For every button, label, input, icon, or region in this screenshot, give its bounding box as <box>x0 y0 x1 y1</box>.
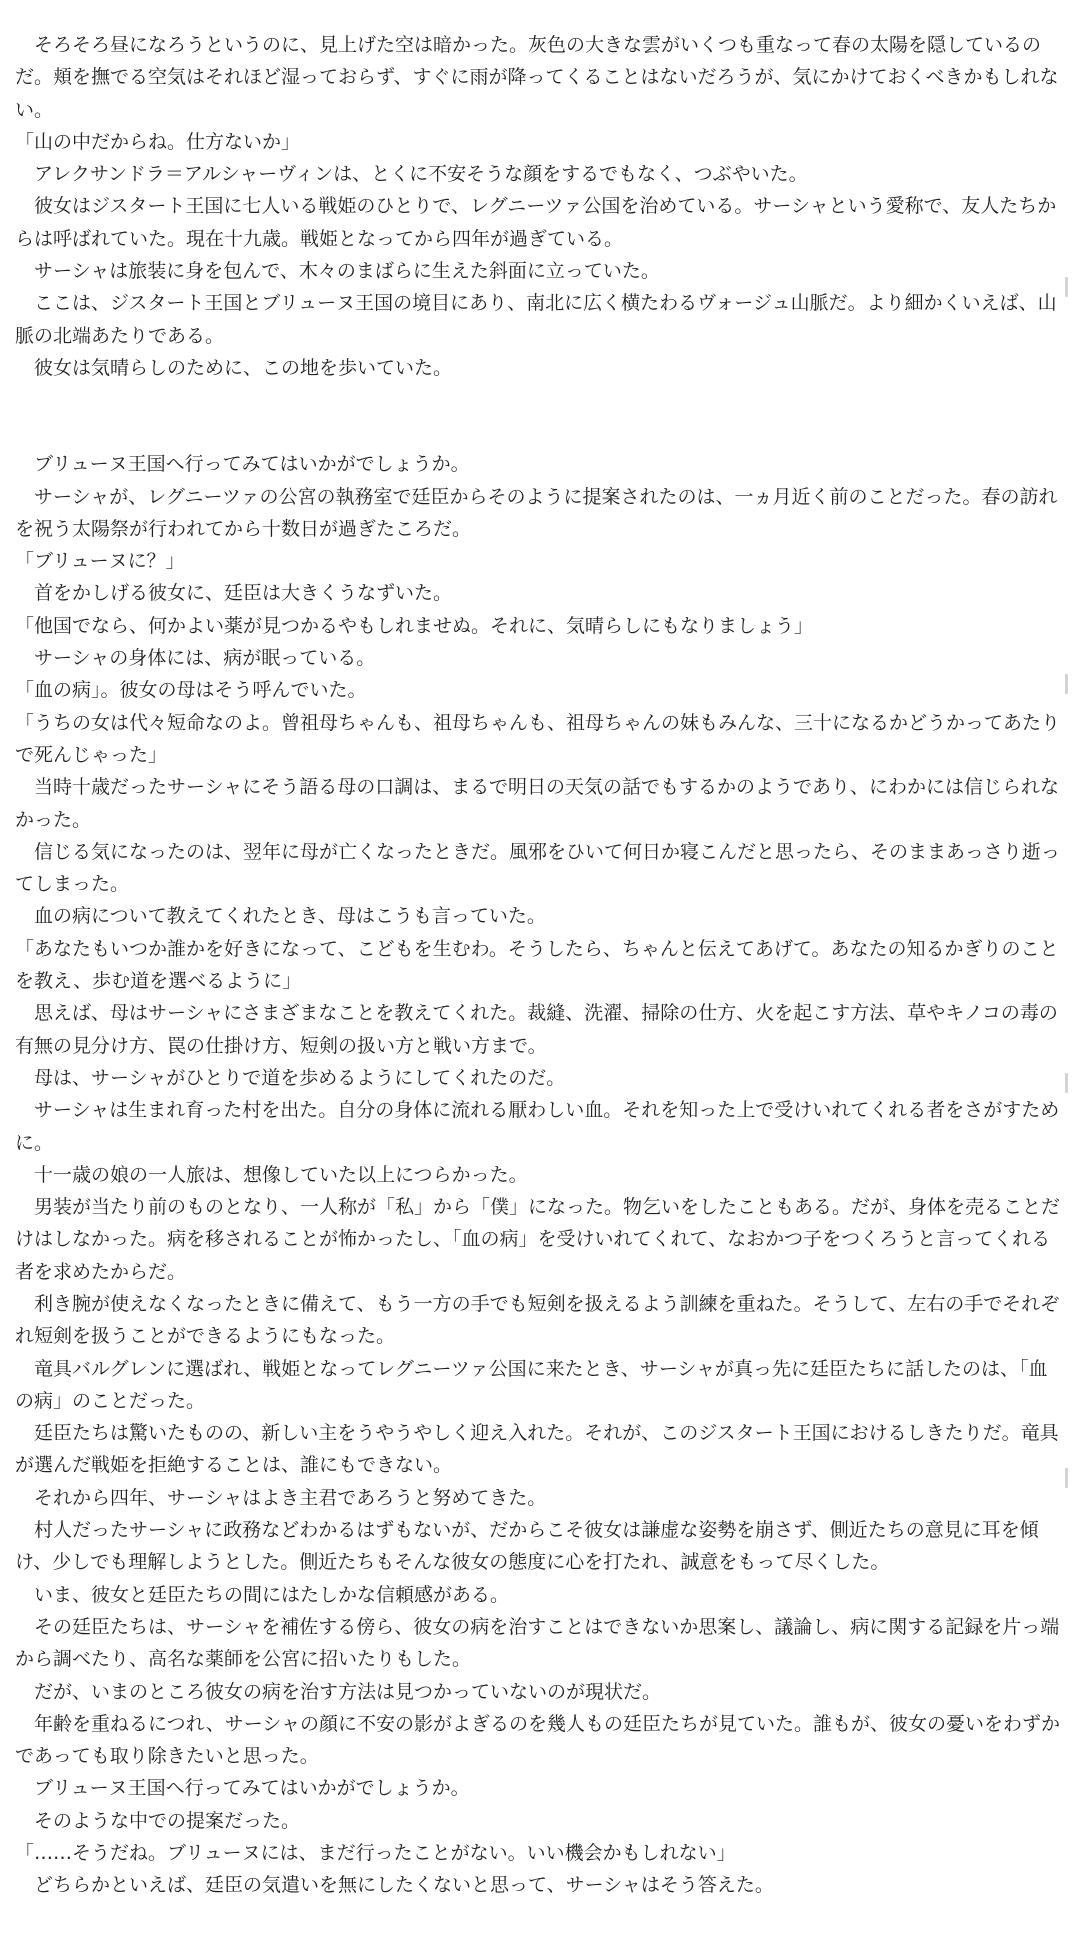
scroll-marker <box>1065 1073 1068 1093</box>
narration-paragraph: 首をかしげる彼女に、廷臣は大きくうなずいた。 <box>34 582 453 605</box>
narration-paragraph: それから四年、サーシャはよき主君であろうと努めてきた。 <box>34 1486 547 1509</box>
narration-paragraph: 十一歳の娘の一人旅は、想像していた以上につらかった。 <box>34 1163 528 1186</box>
dialogue-line: 「山の中だからね。仕方ないか」 <box>15 130 301 153</box>
narration-paragraph: 信じる気になったのは、翌年に母が亡くなったときだ。風邪をひいて何日か寝こんだと思ったら、そのままあっさり逝ってしまった。 <box>15 840 1060 896</box>
narration-paragraph: 竜具バルグレンに選ばれ、戦姫となってレグニーツァ公国に来たとき、サーシャが真っ先に廷臣たちに話したのは、「血の病」のことだった。 <box>15 1357 1048 1412</box>
narration-paragraph: サーシャは生まれ育った村を出た。自分の身体に流れる厭わしい血。それを知った上で受けいれてくれる者をさがすために。 <box>15 1099 1060 1154</box>
narration-paragraph: アレクサンドラ＝アルシャーヴィンは、とくに不安そうな顔をするでもなく、つぶやいた。 <box>34 163 808 186</box>
narration-paragraph: そのような中での提案だった。 <box>34 1809 301 1832</box>
dialogue-line: 「あなたもいつか誰かを好きになって、こどもを生むわ。そうしたら、ちゃんと伝えてあげて。あなたの知るかぎりのことを教え、歩む道を選べるように」 <box>15 937 1059 993</box>
scene-break <box>15 384 1060 448</box>
narration-paragraph: サーシャの身体には、病が眠っている。 <box>34 647 376 670</box>
scene-1 <box>15 29 1060 384</box>
narration-paragraph: 当時十歳だったサーシャにそう語る母の口調は、まるで明日の天気の話でもするかのようであり、にわかには信じられなかった。 <box>15 776 1060 831</box>
narration-paragraph: ブリューヌ王国へ行ってみてはいかがでしょうか。 <box>34 1777 470 1800</box>
dialogue-line: 「うちの女は代々短命なのよ。曾祖母ちゃんも、祖母ちゃんも、祖母ちゃんの妹もみんな、三十になるかどうかってあたりで死んじゃった」 <box>15 711 1061 766</box>
narration-paragraph: 彼女はジスタート王国に七人いる戦姫のひとりで、レグニーツァ公国を治めている。サーシャという愛称で、友人たちからは呼ばれていた。現在十九歳。戦姫となってから四年が過ぎている。 <box>15 195 1057 250</box>
narration-paragraph: 血の病について教えてくれたとき、母はこうも言っていた。 <box>34 905 546 928</box>
dialogue-line: 「他国でなら、何かよい薬が見つかるやもしれませぬ。それに、気晴らしにもなりましょう」 <box>15 614 814 637</box>
narration-paragraph: そろそろ昼になろうというのに、見上げた空は暗かった。灰色の大きな雲がいくつも重なって春の太陽を隠しているのだ。頬を撫でる空気はそれほど湿っておらず、すぐに雨が降ってくることはないだろうが、気にかけておくべきかもしれない。 <box>15 34 1059 121</box>
narration-paragraph: だが、いまのところ彼女の病を治す方法は見つかっていないのが現状だ。 <box>34 1680 662 1703</box>
narration-paragraph: 男装が当たり前のものとなり、一人称が「私」から「僕」になった。物乞いをしたこともある。だが、身体を売ることだけはしなかった。病を移されることが怖かったし、「血の病」を受けいれてくれて、なおかつ子をつくろうと言ってくれる者を求めたからだ。 <box>15 1196 1061 1283</box>
dialogue-line: 「ブリューヌに？」 <box>15 550 185 573</box>
narration-paragraph: 村人だったサーシャに政務などわかるはずもないが、だからこそ彼女は謙虚な姿勢を崩さず、側近たちの意見に耳を傾け、少しでも理解しようとした。側近たちもそんな彼女の態度に心を打たれ、誠意をもって尽くした。 <box>15 1519 1039 1574</box>
dialogue-line: 「血の病」。彼女の母はそう呼んでいた。 <box>15 679 367 702</box>
narration-paragraph: 利き腕が使えなくなったときに備えて、もう一方の手でも短剣を扱えるよう訓練を重ねた。そうして、左右の手でそれぞれ短剣を扱うことができるようにもなった。 <box>15 1292 1060 1348</box>
narration-paragraph: 母は、サーシャがひとりで道を歩めるようにしてくれたのだ。 <box>34 1066 566 1089</box>
scroll-marker <box>1065 277 1068 297</box>
narration-paragraph: サーシャが、レグニーツァの公宮の執務室で廷臣からそのように提案されたのは、一ヵ月近く前のことだった。春の訪れを祝う太陽祭が行われてから十数日が過ぎたころだ。 <box>15 485 1058 540</box>
scene-2 <box>15 448 1060 1901</box>
narration-paragraph: 思えば、母はサーシャにさまざまなことを教えてくれた。裁縫、洗濯、掃除の仕方、火を起こす方法、草やキノコの毒の有無の見分け方、罠の仕掛け方、短剣の扱い方と戦い方まで。 <box>15 1002 1058 1057</box>
narration-paragraph: 彼女は気晴らしのために、この地を歩いていた。 <box>34 356 453 379</box>
narration-paragraph: いま、彼女と廷臣たちの間にはたしかな信頼感がある。 <box>34 1583 510 1606</box>
scroll-marker <box>1065 1468 1068 1488</box>
scroll-marker <box>1065 674 1068 694</box>
dialogue-line: 「……そうだね。ブリューヌには、まだ行ったことがない。いい機会かもしれない」 <box>15 1842 736 1865</box>
narration-paragraph: ここは、ジスタート王国とブリューヌ王国の境目にあり、南北に広く横たわるヴォージュ山脈だ。より細かくいえば、山脈の北端あたりである。 <box>15 292 1057 347</box>
narration-paragraph: ブリューヌ王国へ行ってみてはいかがでしょうか。 <box>34 453 470 476</box>
narration-paragraph: その廷臣たちは、サーシャを補佐する傍ら、彼女の病を治すことはできないか思案し、議論し、病に関する記録を片っ端から調べたり、高名な薬師を公宮に招いたりもした。 <box>15 1615 1060 1671</box>
narration-paragraph: 年齢を重ねるにつれ、サーシャの顔に不安の影がよぎるのを幾人もの廷臣たちが見ていた。誰もが、彼女の憂いをわずかであっても取り除きたいと思った。 <box>15 1712 1061 1768</box>
narration-paragraph: サーシャは旅装に身を包んで、木々のまばらに生えた斜面に立っていた。 <box>34 260 660 283</box>
narration-paragraph: どちらかといえば、廷臣の気遣いを無にしたくないと思って、サーシャはそう答えた。 <box>34 1874 774 1897</box>
narration-paragraph: 廷臣たちは驚いたものの、新しい主をうやうやしく迎え入れた。それが、このジスタート王国におけるしきたりだ。竜具が選んだ戦姫を拒絶することは、誰にもできない。 <box>15 1422 1059 1477</box>
